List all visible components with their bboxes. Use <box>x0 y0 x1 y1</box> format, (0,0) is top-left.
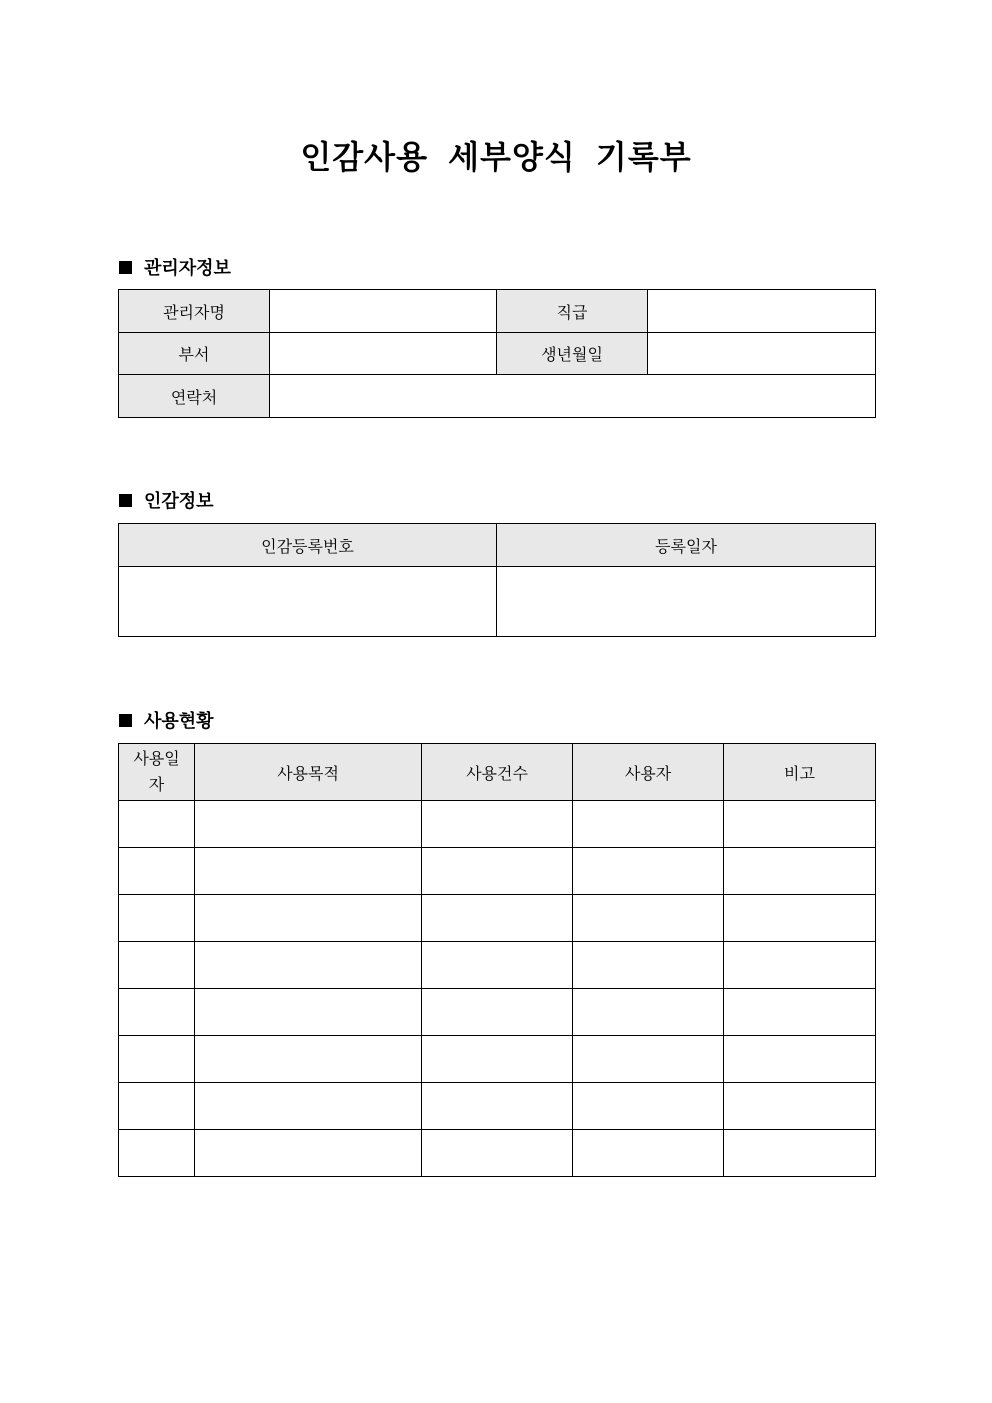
section-heading-manager <box>119 254 231 280</box>
user-cell[interactable] <box>573 848 724 895</box>
column-header-user: 사용자 <box>573 744 724 801</box>
remarks-cell[interactable] <box>724 801 876 848</box>
usage-date-cell[interactable] <box>119 942 195 989</box>
column-header-remarks: 비고 <box>724 744 876 801</box>
purpose-cell[interactable] <box>195 801 422 848</box>
usage-table-body <box>119 801 876 1177</box>
seal-number-field[interactable] <box>119 567 497 637</box>
remarks-cell[interactable] <box>724 848 876 895</box>
label-position: 직급 <box>497 290 648 333</box>
usage-date-cell[interactable] <box>119 848 195 895</box>
purpose-cell[interactable] <box>195 895 422 942</box>
table-row <box>119 1036 876 1083</box>
registration-date-field[interactable] <box>497 567 876 637</box>
remarks-cell[interactable] <box>724 942 876 989</box>
user-cell[interactable] <box>573 1130 724 1177</box>
section-heading-usage <box>119 707 214 733</box>
user-cell[interactable] <box>573 1083 724 1130</box>
usage-date-cell[interactable] <box>119 895 195 942</box>
remarks-cell[interactable] <box>724 1036 876 1083</box>
purpose-cell[interactable] <box>195 989 422 1036</box>
section-heading-seal <box>119 487 214 513</box>
table-row <box>119 989 876 1036</box>
count-cell[interactable] <box>422 989 573 1036</box>
column-header-count: 사용건수 <box>422 744 573 801</box>
seal-info-table <box>118 523 876 637</box>
square-bullet-icon <box>119 494 132 507</box>
user-cell[interactable] <box>573 801 724 848</box>
purpose-cell[interactable] <box>195 1083 422 1130</box>
table-row <box>119 1083 876 1130</box>
manager-info-table <box>118 289 876 418</box>
page-title: 인감사용 세부양식 기록부 <box>300 138 692 176</box>
user-cell[interactable] <box>573 942 724 989</box>
table-row <box>119 895 876 942</box>
purpose-cell[interactable] <box>195 1036 422 1083</box>
usage-date-cell[interactable] <box>119 801 195 848</box>
contact-field[interactable] <box>270 375 876 418</box>
count-cell[interactable] <box>422 1130 573 1177</box>
usage-date-cell[interactable] <box>119 1036 195 1083</box>
remarks-cell[interactable] <box>724 989 876 1036</box>
section-heading-label: 관리자정보 <box>144 258 231 279</box>
square-bullet-icon <box>119 714 132 727</box>
count-cell[interactable] <box>422 942 573 989</box>
column-header-purpose: 사용목적 <box>195 744 422 801</box>
user-cell[interactable] <box>573 895 724 942</box>
purpose-cell[interactable] <box>195 942 422 989</box>
department-field[interactable] <box>270 333 497 375</box>
count-cell[interactable] <box>422 848 573 895</box>
label-contact: 연락처 <box>119 375 270 418</box>
section-heading-label: 인감정보 <box>144 491 214 512</box>
count-cell[interactable] <box>422 801 573 848</box>
remarks-cell[interactable] <box>724 895 876 942</box>
usage-date-cell[interactable] <box>119 989 195 1036</box>
count-cell[interactable] <box>422 1036 573 1083</box>
usage-table <box>118 743 876 1177</box>
usage-date-cell[interactable] <box>119 1083 195 1130</box>
user-cell[interactable] <box>573 989 724 1036</box>
purpose-cell[interactable] <box>195 1130 422 1177</box>
table-row <box>119 942 876 989</box>
square-bullet-icon <box>119 261 132 274</box>
birthdate-field[interactable] <box>648 333 876 375</box>
table-row <box>119 801 876 848</box>
label-department: 부서 <box>119 333 270 375</box>
label-birthdate: 생년월일 <box>497 333 648 375</box>
count-cell[interactable] <box>422 895 573 942</box>
user-cell[interactable] <box>573 1036 724 1083</box>
purpose-cell[interactable] <box>195 848 422 895</box>
column-header-usage-date: 사용일자 <box>119 744 195 801</box>
remarks-cell[interactable] <box>724 1130 876 1177</box>
section-heading-label: 사용현황 <box>144 711 214 732</box>
manager-name-field[interactable] <box>270 290 497 333</box>
count-cell[interactable] <box>422 1083 573 1130</box>
remarks-cell[interactable] <box>724 1083 876 1130</box>
column-header-seal-number: 인감등록번호 <box>119 524 497 567</box>
table-row <box>119 848 876 895</box>
usage-date-cell[interactable] <box>119 1130 195 1177</box>
table-row <box>119 1130 876 1177</box>
column-header-registration-date: 등록일자 <box>497 524 876 567</box>
label-manager-name: 관리자명 <box>119 290 270 333</box>
position-field[interactable] <box>648 290 876 333</box>
